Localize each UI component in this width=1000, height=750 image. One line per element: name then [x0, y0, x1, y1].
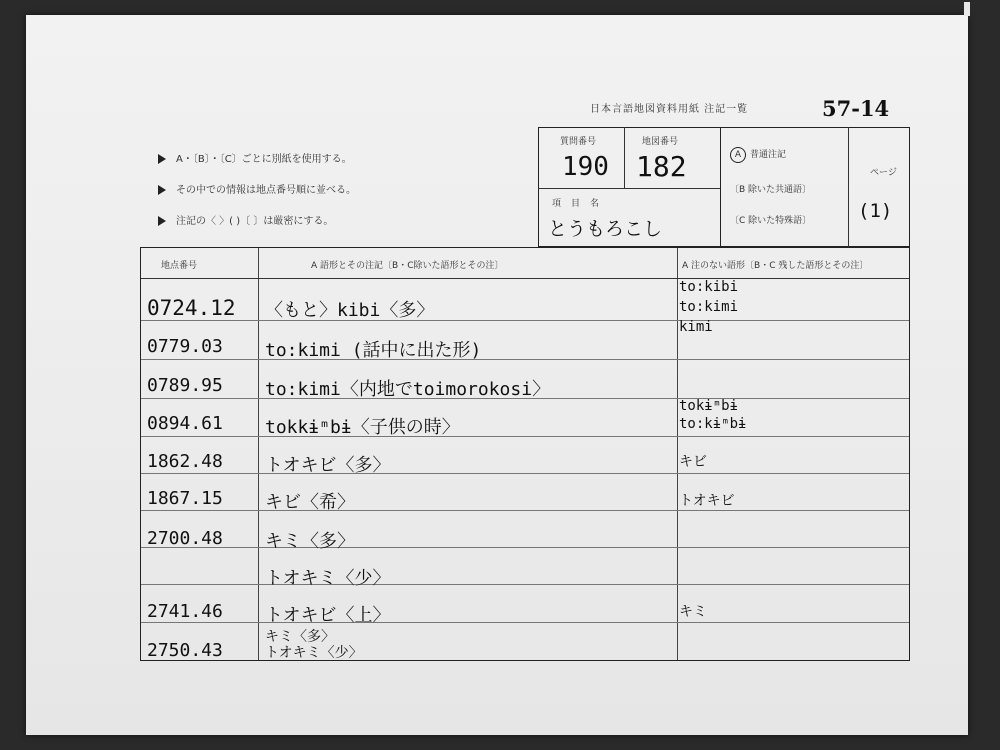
plain-form: キビ: [679, 454, 707, 470]
notes-table: [140, 247, 910, 661]
word-form: キミ〈多〉: [265, 629, 335, 645]
point-number: 0789.95: [147, 375, 223, 396]
instruction-2: その中での情報は地点番号順に並べる。: [158, 181, 356, 196]
word-form: キミ〈多〉: [265, 531, 355, 552]
card-number: 57-14: [822, 96, 890, 121]
question-box-hline: [538, 188, 721, 189]
row-rule: [141, 584, 909, 585]
col-divider-2: [677, 248, 678, 660]
question-number-label: 質問番号: [560, 137, 597, 147]
word-form: キビ〈希〉: [265, 492, 355, 513]
plain-form: キミ: [679, 604, 707, 620]
word-form-secondary: トオキミ〈少〉: [265, 645, 363, 661]
point-number: 0894.61: [147, 413, 223, 434]
item-name-label: 項目名: [552, 199, 610, 209]
question-box-divider: [624, 127, 625, 189]
card-edge-mark: [964, 2, 970, 16]
word-form: to:kimi (話中に出た形): [265, 340, 482, 361]
word-form: to:kimi〈内地でtoimorokosi〉: [265, 379, 551, 400]
row-rule: [141, 622, 909, 623]
instruction-1: A・〔B〕・〔C〕ごとに別紙を使用する。: [158, 150, 352, 165]
row-rule: [141, 547, 909, 548]
triangle-bullet-icon: [158, 154, 166, 164]
word-form: トオキビ〈上〉: [265, 605, 391, 626]
plain-form: to:kɨᵐbɨ: [679, 416, 747, 432]
legend-b: 〔B 除いた共通語〕: [730, 185, 812, 195]
triangle-bullet-icon: [158, 216, 166, 226]
page-label: ページ: [870, 168, 897, 178]
word-form: tokkɨᵐbɨ〈子供の時〉: [265, 417, 460, 438]
circle-a-icon: A: [730, 147, 746, 163]
plain-form: トオキビ: [679, 493, 735, 509]
point-number: 2750.43: [147, 640, 223, 661]
row-rule: [141, 436, 909, 437]
word-form: 〈もと〉kibi〈多〉: [265, 300, 435, 321]
row-rule: [141, 320, 909, 321]
item-name-value: とうもろこし: [548, 218, 663, 240]
header-rule: [141, 278, 909, 279]
legend-a: A 普通注記: [730, 147, 786, 163]
plain-form: kimi: [679, 319, 713, 335]
legend-c: 〔C 除いた特殊語〕: [730, 216, 812, 226]
map-number-label: 地図番号: [642, 137, 679, 147]
col-header-plain: A 注のない語形〔B・C 残した語形とその注〕: [682, 261, 869, 271]
col-header-point: 地点番号: [161, 261, 198, 271]
word-form: トオキビ〈多〉: [265, 455, 391, 476]
page-value: (1): [858, 200, 893, 222]
legend-box-divider: [848, 127, 849, 247]
point-number: 1867.15: [147, 488, 223, 509]
point-number: 0779.03: [147, 336, 223, 357]
word-form: トオキミ〈少〉: [265, 568, 391, 589]
point-number: 1862.48: [147, 451, 223, 472]
col-divider-1: [258, 248, 259, 660]
col-header-form: A 語形とその注記〔B・C除いた語形とその注〕: [311, 261, 504, 271]
triangle-bullet-icon: [158, 185, 166, 195]
map-number-value: 182: [636, 150, 687, 183]
plain-form: to:kimi: [679, 299, 739, 315]
point-number: 0724.12: [147, 296, 236, 320]
plain-form: tokɨᵐbɨ: [679, 398, 739, 414]
row-rule: [141, 510, 909, 511]
point-number: 2741.46: [147, 601, 223, 622]
form-title: 日本言語地図資料用紙 注記一覧: [590, 104, 749, 115]
instruction-3: 注記の〈 〉( )〔 〕は厳密にする。: [158, 212, 333, 227]
plain-form: to:kibi: [679, 279, 739, 295]
point-number: 2700.48: [147, 528, 223, 549]
row-rule: [141, 473, 909, 474]
row-rule: [141, 359, 909, 360]
question-number-value: 190: [562, 152, 609, 182]
